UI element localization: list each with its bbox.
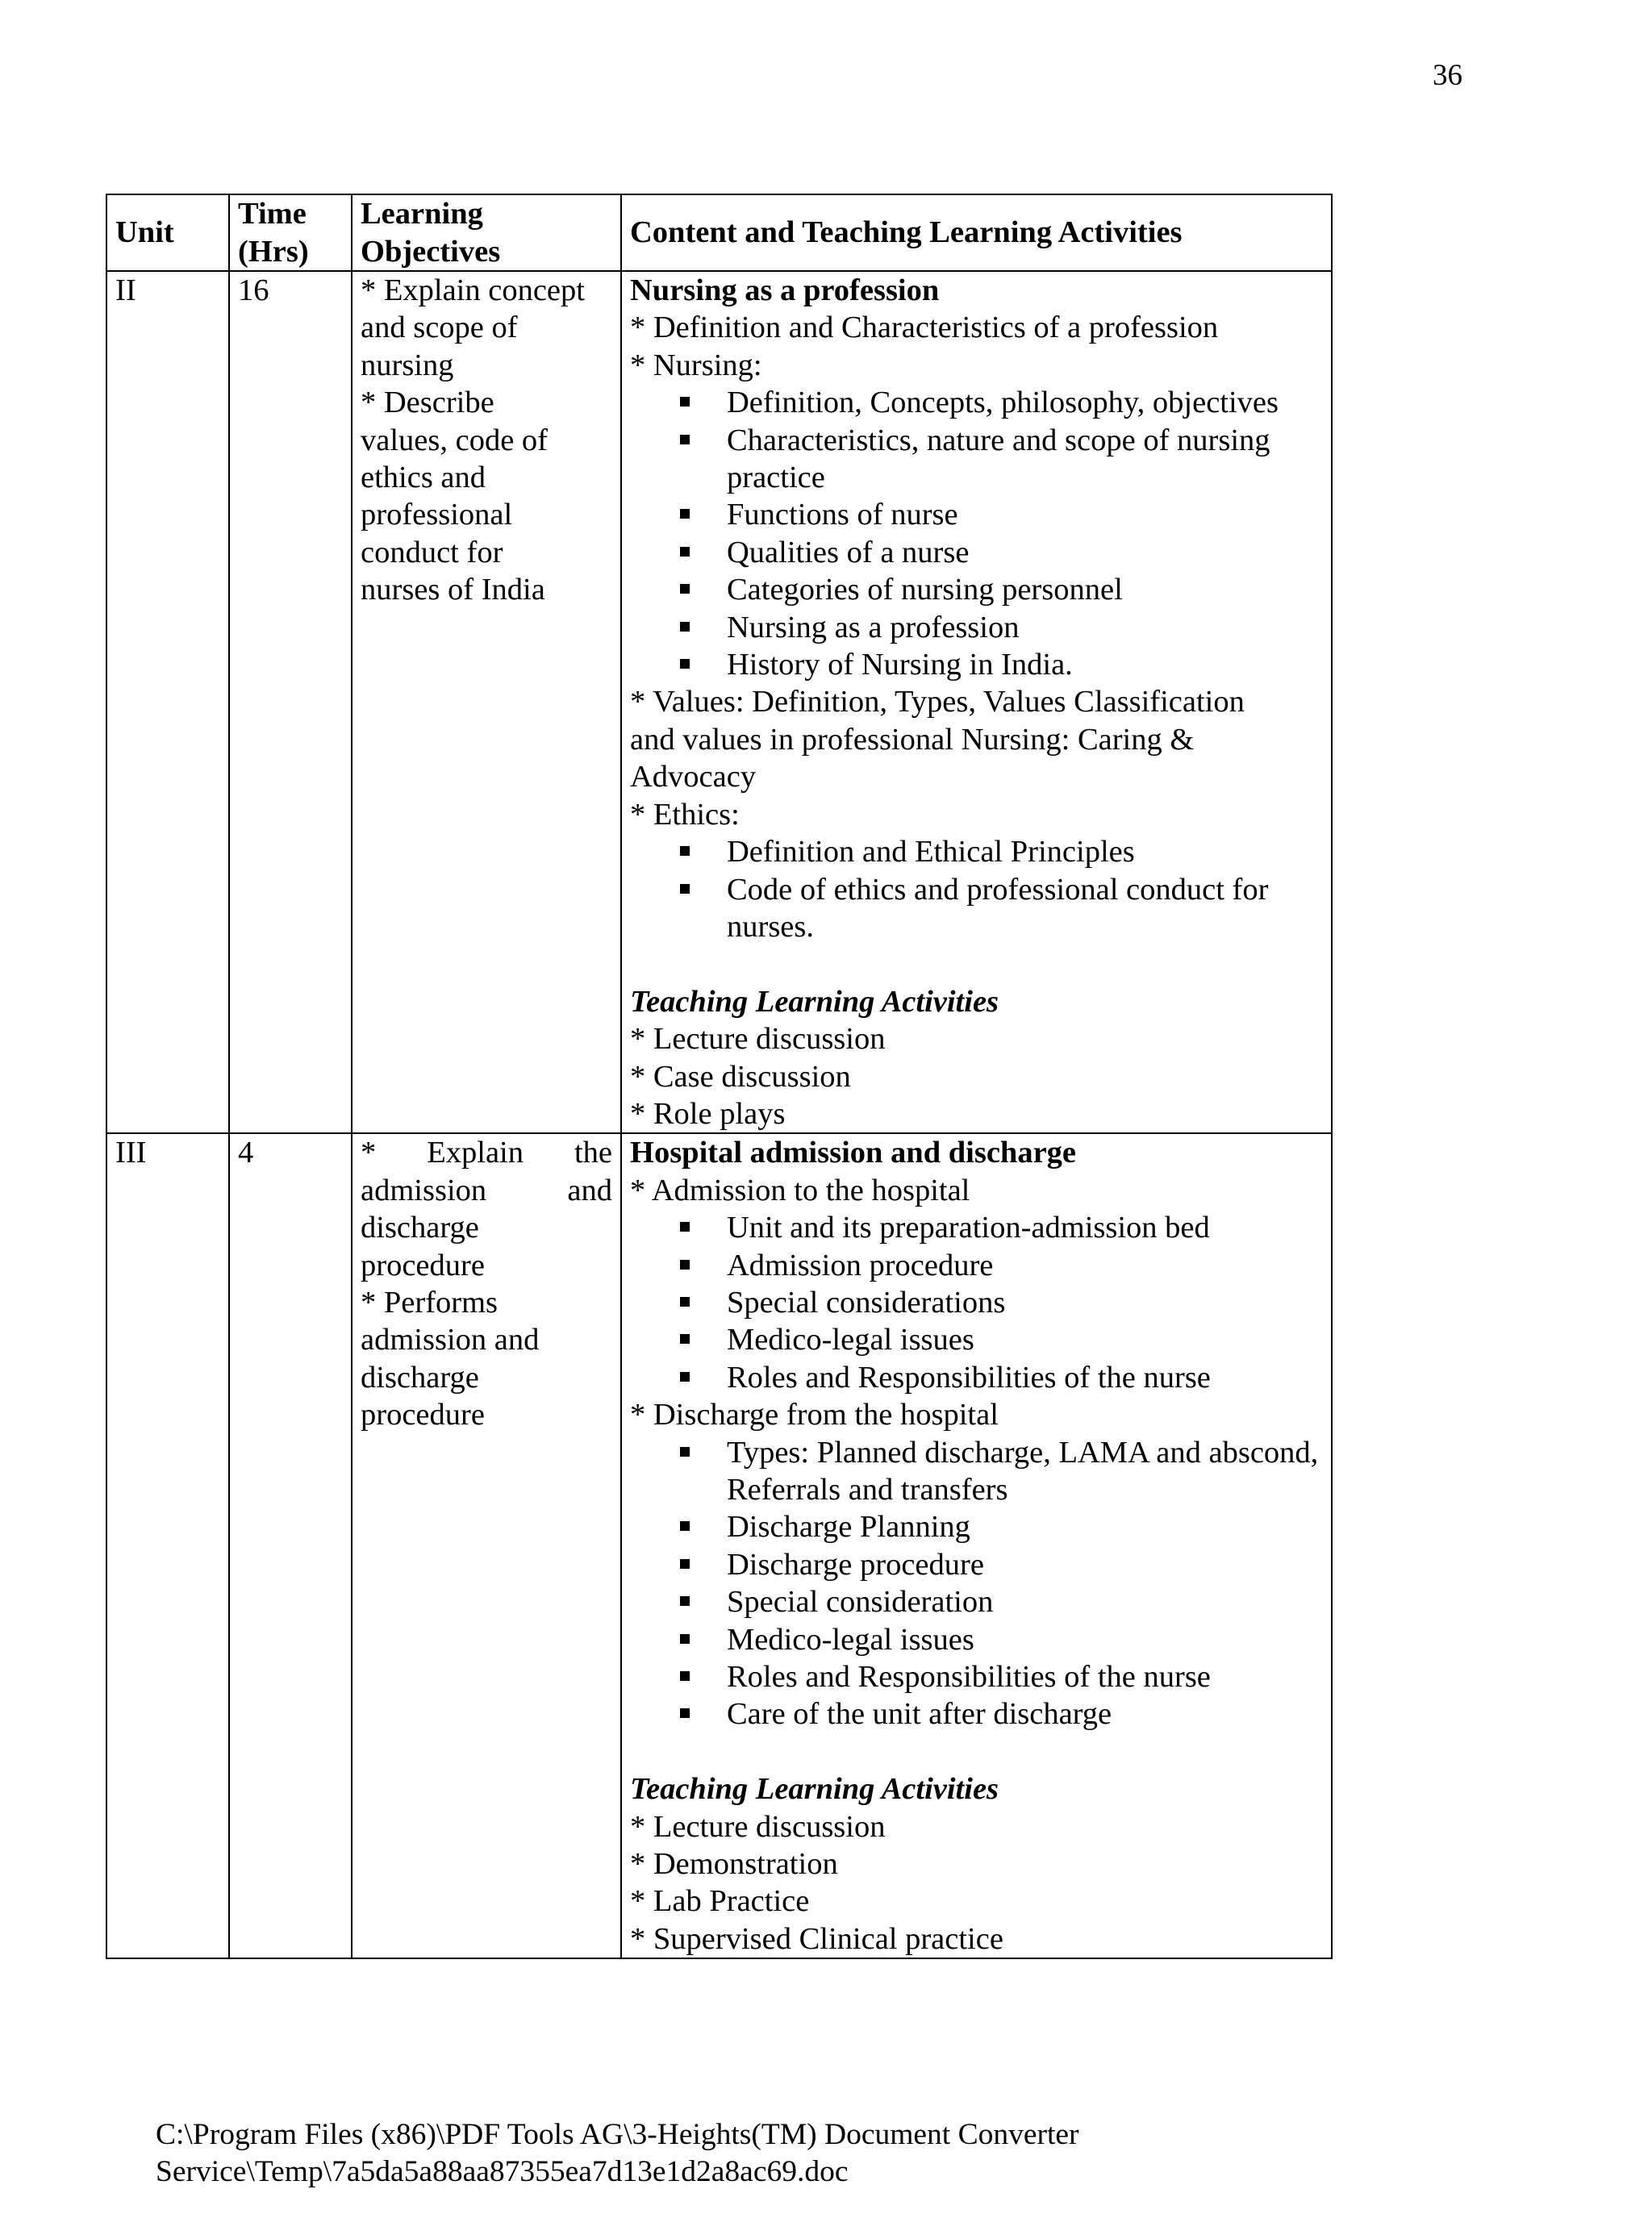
square-bullet-icon <box>680 1372 690 1382</box>
square-bullet-icon <box>680 509 690 519</box>
objective-line: admission and <box>361 1173 612 1207</box>
bullet-item <box>630 1621 1323 1658</box>
time-cell: 4 <box>229 1133 352 1958</box>
square-bullet-icon <box>680 1222 690 1232</box>
content-line: * Discharge from the hospital <box>630 1398 999 1432</box>
bullet-item <box>630 1209 1323 1246</box>
teaching-activity-item: * Lecture discussion <box>630 1022 886 1057</box>
bullet-item <box>630 609 1323 646</box>
teaching-activity-item: * Case discussion <box>630 1059 851 1094</box>
header-unit: Unit <box>106 194 229 271</box>
bullet-text: Categories of nursing personnel <box>727 573 1123 607</box>
bullet-text: Definition and Ethical Principles <box>727 835 1135 869</box>
bullet-text: Functions of nurse <box>727 498 958 532</box>
square-bullet-icon <box>680 659 690 669</box>
teaching-activity-item: * Lecture discussion <box>630 1809 886 1844</box>
bullet-item <box>630 384 1323 421</box>
content-line: Advocacy <box>630 760 757 794</box>
bullet-item <box>630 1695 1323 1733</box>
header-objectives <box>352 194 621 271</box>
bullet-text: Care of the unit after discharge <box>727 1697 1112 1732</box>
square-bullet-icon <box>680 1521 690 1531</box>
bullet-item <box>630 1359 1323 1396</box>
bullet-item <box>630 871 1323 946</box>
objective-line: values, code of <box>361 423 548 457</box>
bullet-text: Discharge Planning <box>727 1510 970 1545</box>
header-time <box>229 194 352 271</box>
bullet-item <box>630 1434 1323 1509</box>
bullet-item <box>630 1583 1323 1620</box>
teaching-activity-item: * Demonstration <box>630 1847 838 1882</box>
table-row <box>106 1133 1332 1958</box>
bullet-item <box>630 1247 1323 1284</box>
square-bullet-icon <box>680 884 690 894</box>
table-row <box>106 271 1332 1133</box>
table-header-row <box>106 194 1332 271</box>
teaching-activity-item: * Supervised Clinical practice <box>630 1921 1003 1956</box>
bullet-text: Qualities of a nurse <box>727 535 970 569</box>
teaching-activity-item: * Lab Practice <box>630 1884 810 1919</box>
objective-line: procedure <box>361 1248 485 1282</box>
bullet-item <box>630 1508 1323 1545</box>
content-line: and values in professional Nursing: Caring & <box>630 722 1195 757</box>
content-title: Nursing as a profession <box>630 273 940 307</box>
square-bullet-icon <box>680 846 690 856</box>
objective-line: nursing <box>361 348 454 382</box>
header-content: Content and Teaching Learning Activities <box>621 194 1332 271</box>
objective-line: nurses of India <box>361 573 545 607</box>
spacer <box>630 1733 1323 1770</box>
square-bullet-icon <box>680 1596 690 1606</box>
square-bullet-icon <box>680 547 690 557</box>
objective-line: * Explain the <box>361 1136 612 1170</box>
bullet-item <box>630 1284 1323 1321</box>
content-title: Hospital admission and discharge <box>630 1136 1077 1170</box>
bullet-list <box>630 1209 1323 1396</box>
square-bullet-icon <box>680 1447 690 1457</box>
footer-file-path <box>156 2116 1079 2191</box>
bullet-list <box>630 1434 1323 1733</box>
bullet-text: Medico-legal issues <box>727 1622 974 1657</box>
content-cell <box>621 1133 1332 1958</box>
bullet-item <box>630 833 1323 870</box>
square-bullet-icon <box>680 1559 690 1569</box>
bullet-text: History of Nursing in India. <box>727 648 1073 682</box>
header-objectives-line: Learning <box>361 197 483 231</box>
square-bullet-icon <box>680 1671 690 1681</box>
bullet-text: Special considerations <box>727 1285 1006 1320</box>
objective-line: professional <box>361 498 513 532</box>
square-bullet-icon <box>680 1634 690 1644</box>
square-bullet-icon <box>680 1297 690 1307</box>
square-bullet-icon <box>680 622 690 632</box>
header-time-line: (Hrs) <box>238 234 309 269</box>
bullet-item <box>630 422 1323 497</box>
bullet-item <box>630 1658 1323 1695</box>
header-objectives-line: Objectives <box>361 234 501 269</box>
objectives-cell <box>352 271 621 1133</box>
square-bullet-icon <box>680 1708 690 1718</box>
objective-line: ethics and <box>361 461 486 495</box>
square-bullet-icon <box>680 1260 690 1270</box>
bullet-text: Medico-legal issues <box>727 1323 974 1357</box>
page-number: 36 <box>1433 59 1462 92</box>
objective-line: * Performs <box>361 1285 499 1320</box>
unit-cell: II <box>106 271 229 1133</box>
bullet-text: Admission procedure <box>727 1248 994 1282</box>
teaching-activities-heading: Teaching Learning Activities <box>630 984 999 1019</box>
content-cell <box>621 271 1332 1133</box>
spacer <box>630 945 1323 982</box>
footer-line: Service\Temp\7a5da5a88aa87355ea7d13e1d2a8ac69.doc <box>156 2155 849 2188</box>
bullet-text: Roles and Responsibilities of the nurse <box>727 1660 1211 1695</box>
bullet-item <box>630 1321 1323 1358</box>
bullet-text: Special consideration <box>727 1585 994 1620</box>
square-bullet-icon <box>680 397 690 407</box>
bullet-text: Nursing as a profession <box>727 610 1020 644</box>
objective-line: admission and <box>361 1323 540 1357</box>
bullet-list <box>630 833 1323 945</box>
header-time-line: Time <box>238 197 307 231</box>
bullet-text: Unit and its preparation-admission bed <box>727 1211 1210 1245</box>
square-bullet-icon <box>680 584 690 594</box>
bullet-item <box>630 1546 1323 1583</box>
content-line: * Admission to the hospital <box>630 1173 970 1207</box>
objective-line: discharge <box>361 1211 479 1245</box>
teaching-activities-heading: Teaching Learning Activities <box>630 1772 999 1807</box>
footer-line: C:\Program Files (x86)\PDF Tools AG\3-Heights(TM) Document Converter <box>156 2118 1079 2151</box>
objectives-cell <box>352 1133 621 1958</box>
square-bullet-icon <box>680 1334 690 1344</box>
content-line: * Definition and Characteristics of a profession <box>630 311 1219 345</box>
objective-line: discharge <box>361 1360 479 1395</box>
objective-line: * Describe <box>361 386 494 420</box>
content-line: * Ethics: <box>630 797 740 832</box>
time-cell: 16 <box>229 271 352 1133</box>
objective-line: conduct for <box>361 535 503 569</box>
bullet-text: Definition, Concepts, philosophy, objectives <box>727 386 1279 420</box>
bullet-text: Roles and Responsibilities of the nurse <box>727 1360 1211 1395</box>
bullet-text: Code of ethics and professional conduct for nurses. <box>727 872 1269 944</box>
bullet-item <box>630 646 1323 683</box>
bullet-item <box>630 534 1323 571</box>
teaching-activity-item: * Role plays <box>630 1096 786 1131</box>
content-line: * Nursing: <box>630 348 762 382</box>
bullet-list <box>630 384 1323 683</box>
square-bullet-icon <box>680 435 690 444</box>
objective-line: procedure <box>361 1398 485 1432</box>
objective-line: * Explain concept <box>361 273 585 307</box>
bullet-text: Discharge procedure <box>727 1547 984 1582</box>
bullet-text: Characteristics, nature and scope of nursing practice <box>727 423 1270 495</box>
content-line: * Values: Definition, Types, Values Classification <box>630 685 1245 719</box>
bullet-item <box>630 571 1323 608</box>
unit-cell: III <box>106 1133 229 1958</box>
bullet-text: Types: Planned discharge, LAMA and abscond, Referrals and transfers <box>727 1435 1319 1507</box>
bullet-item <box>630 496 1323 533</box>
objective-line: and scope of <box>361 311 518 345</box>
syllabus-table <box>106 194 1333 1959</box>
